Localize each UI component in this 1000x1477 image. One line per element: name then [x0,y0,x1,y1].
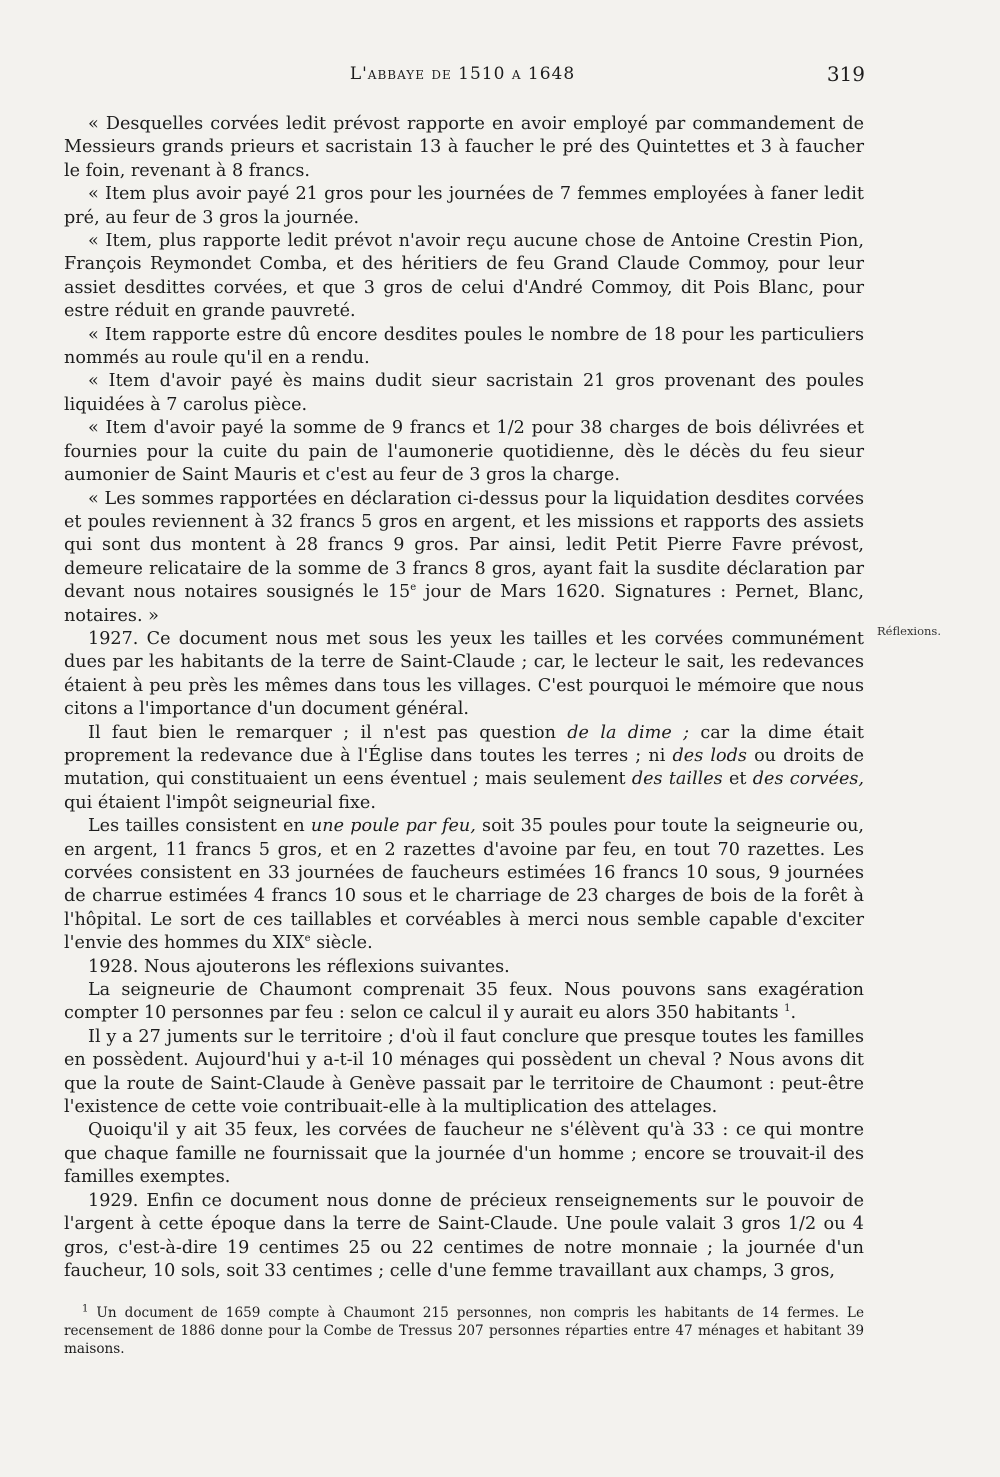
running-title [60,64,865,84]
text-run: 1927. Ce document nous met sous les yeux les tailles et les corvées communément dues par les habitants de la terre de Saint-Claude ; car, le lecteur le sait, les redevances étaient à peu près les mêmes dans tous les villages. C'est pourquoi le mémoire que nous citons a l'importance d'un document général. [64,628,864,720]
text-run: « Item rapporte estre dû encore desdites poules le nombre de 18 pour les particuliers nommés au roule qu'il en a rendu. [64,324,864,369]
page-header [60,62,865,92]
text-run: Quoiqu'il y ait 35 feux, les corvées de faucheur ne s'élèvent qu'à 33 : ce qui montre que chaque famille ne fournissait que la journée d'un homme ; encore se trouvait-il des familles exemptes. [64,1120,864,1188]
text-run: Il y a 27 juments sur le territoire ; d'où il faut conclure que presque toutes les familles en possèdent. Aujourd'hui y a-t-il 10 ménages qui possèdent un cheval ? Nous avons dit que la route de Saint-Claude à Genève passait par le territoire de Chaumont : peut-être l'existence de cette voie contribuait-elle à la multiplication des attelages. [64,1026,864,1118]
paragraph [64,1119,864,1189]
superscript: 1 [784,1003,791,1015]
paragraph [64,488,864,628]
superscript: e [304,933,311,945]
italic-text: des lods [672,745,747,766]
paragraph [64,628,864,722]
italic-text: une poule par feu, [310,816,476,837]
superscript: 1 [82,1303,89,1315]
text-run: « Desquelles corvées ledit prévost rapporte en avoir employé par commandement de Messieurs grands prieurs et sacristain 13 à faucher le pré des Quintettes et 3 à faucher le foin, revenant à 8 francs. [64,114,864,181]
footnotes [64,1304,864,1358]
superscript: e [410,582,417,594]
paragraph [64,183,864,230]
text-run: 1928. Nous ajouterons les réflexions suivantes. [88,956,510,977]
paragraph [64,722,864,816]
text-run: soit 35 poules pour toute la seigneurie ou, en argent, 11 francs 5 gros, et en 2 razettes d'avoine par feu, en tout 70 razettes. Les corvées consistent en 33 journées de faucheurs estimées 16 francs 10 sous, 9 journées de charrue estimées 4 francs 10 sous et le charriage de 23 charges de bois de la forêt à l'hôpital. Le sort de ces taillables et corvéables à merci nous semble capable d'exciter l'envie des hommes du XIX [64,816,864,954]
paragraph [64,113,864,183]
running-title-prefix: L'abbaye de [349,64,459,84]
text-run: 1929. Enfin ce document nous donne de précieux renseignements sur le pouvoir de l'argent à cette époque dans la terre de Saint-Claude. Une poule valait 3 gros 1/2 ou 4 gros, c'est-à-dire 19 centimes 25 ou 22 centimes de notre monnaie ; la journée d'un faucheur, 10 sols, soit 33 centimes ; celle d'une femme travaillant aux champs, 3 gros, [64,1190,864,1281]
body-text [64,113,864,1283]
text-run: et [722,769,753,790]
text-run: « Les sommes rapportées en déclaration ci-dessus pour la liquidation desdites corvées et poules reviennent à 32 francs 5 gros en argent, et les missions et rapports des assiets qui sont dus montent à 28 francs 9 gros. Par ainsi, ledit Petit Pierre Favre prévost, demeure relicataire de la somme de 3 francs 8 gros, ayant fait la susdite déclaration par devant nous notaires sousignés le 15 [64,488,864,603]
paragraph [64,1190,864,1284]
paragraph [64,417,864,487]
text-run: jour de Mars 1620. Signatures : Pernet, Blanc, notaires. » [64,582,864,626]
paragraph [64,324,864,371]
text-run: qui étaient l'impôt seigneurial fixe. [64,792,376,813]
text-run: « Item, plus rapporte ledit prévot n'avoir reçu aucune chose de Antoine Crestin Pion, François Reymondet Comba, et des héritiers de feu Grand Claude Commoy, pour leur assiet desdittes corvées, et que 3 gros de celui d'André Commoy, dit Pois Blanc, pour estre réduit en grande pauvreté. [64,231,864,322]
text-run: « Item d'avoir payé la somme de 9 francs et 1/2 pour 38 charges de bois délivrées et fournies pour la cuite du pain de l'aumonerie quotidienne, dès le décès du feu sieur aumonier de Saint Mauris et c'est au feur de 3 gros la charge. [64,418,864,486]
paragraph [64,979,864,1026]
paragraph [64,815,864,955]
italic-text: de la dime ; [567,722,690,743]
footnote [64,1304,864,1358]
text-run: ou droits de mutation, qui constituaient un eens éventuel ; mais seulement [64,745,865,790]
paragraph [64,956,864,979]
text-run: Il faut bien le remarquer ; il n'est pas question [88,722,568,743]
paragraph [64,370,864,417]
text-run: car la dime était proprement la redevance due à l'Église dans toutes les terres ; ni [64,722,864,766]
text-run: Un document de 1659 compte à Chaumont 215 personnes, non compris les habitants de 14 fermes. Le recensement de 1886 donne pour la Combe de Tressus 207 personnes réparties entre 47 ménages et habitant 39 maisons. [64,1305,864,1357]
text-run: . [790,1003,797,1024]
text-run: Les tailles consistent en [88,816,311,837]
text-run: La seigneurie de Chaumont comprenait 35 feux. Nous pouvons sans exagération compter 10 personnes par feu : selon ce calcul il y aurait eu alors 350 habitants [64,980,864,1024]
page-number: 319 [826,62,865,86]
text-run: siècle. [310,933,373,954]
paragraph [64,1026,864,1120]
paragraph [64,230,864,324]
italic-text: des corvées, [752,769,864,790]
italic-text: des tailles [631,769,723,790]
text-run: « Item d'avoir payé ès mains dudit sieur sacristain 21 gros provenant des poules liquidées à 7 carolus pièce. [64,371,864,415]
text-run: « Item plus avoir payé 21 gros pour les journées de 7 femmes employées à faner ledit pré, au feur de 3 gros la journée. [64,184,864,228]
running-title-years: 1510 a 1648 [458,64,576,84]
margin-note: Réflexions. [877,624,941,638]
